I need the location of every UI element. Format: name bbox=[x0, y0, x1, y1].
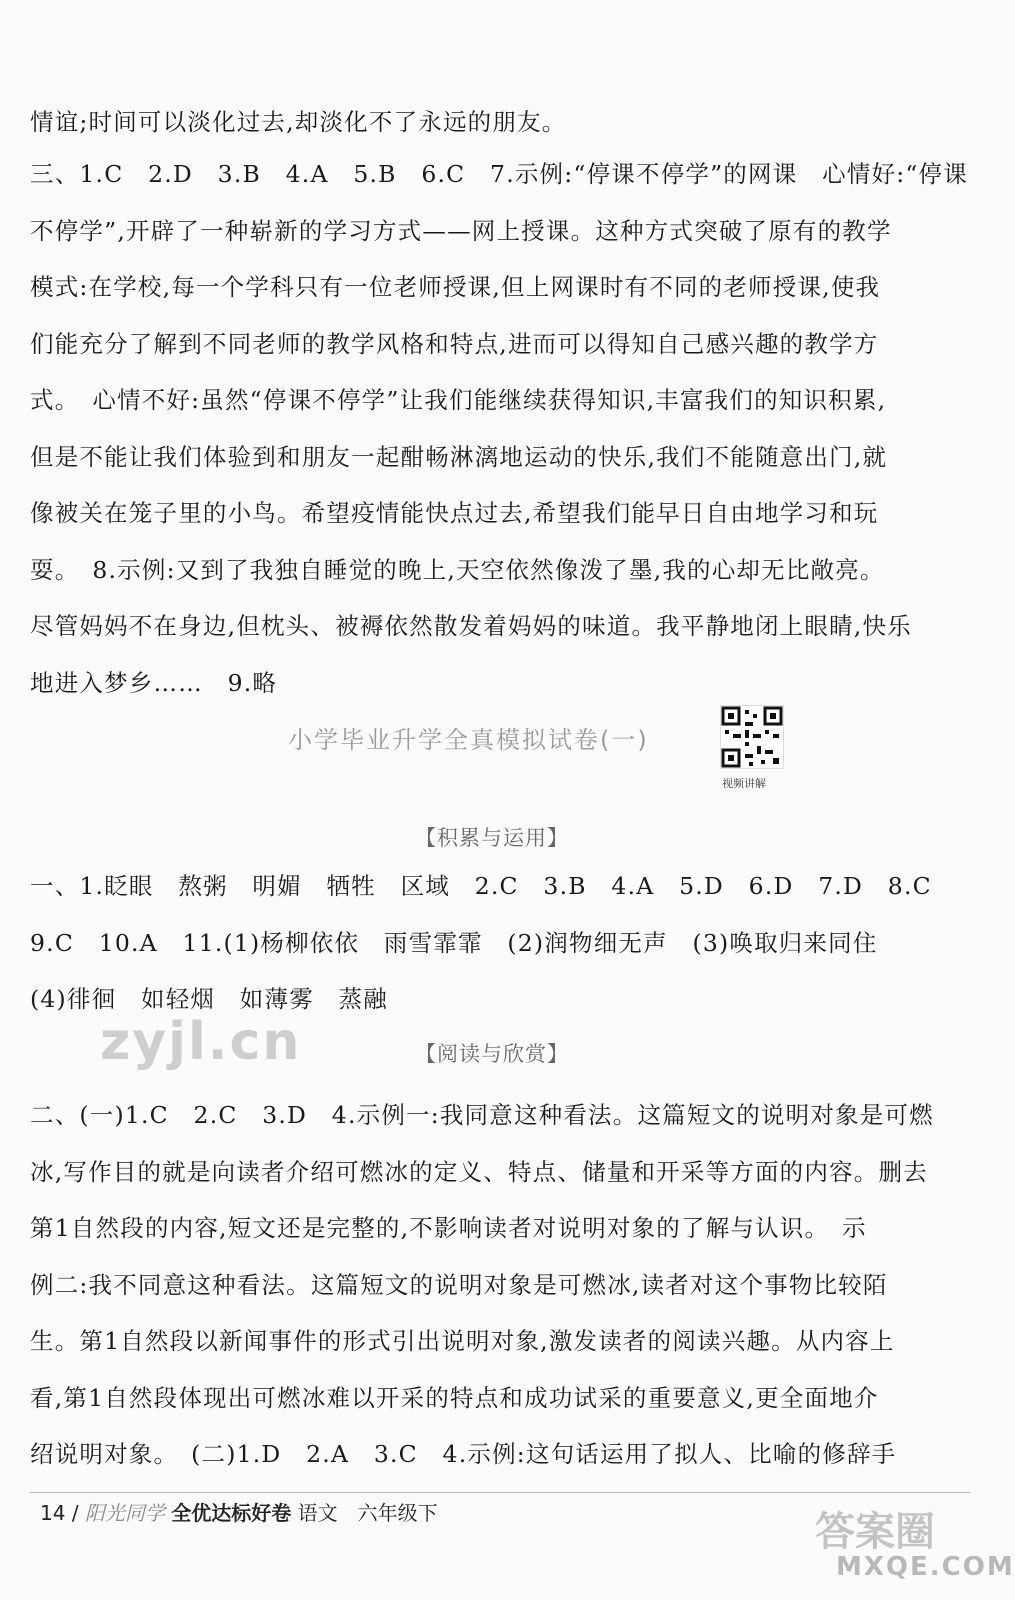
text-line: 式。 心情不好:虽然“停课不停学”让我们能继续获得知识,丰富我们的知识积累, bbox=[30, 386, 887, 414]
text-line: 绍说明对象。 (二)1.D 2.A 3.C 4.示例:这句话运用了拟人、比喻的修辞手 bbox=[30, 1440, 897, 1468]
footer-brand: 阳光同学 bbox=[84, 1501, 165, 1525]
text-line: 尽管妈妈不在身边,但枕头、被褥依然散发着妈妈的味道。我平静地闭上眼睛,快乐 bbox=[30, 612, 912, 640]
text-line: 们能充分了解到不同老师的教学风格和特点,进而可以得知自己感兴趣的教学方 bbox=[30, 329, 879, 358]
page-number: 14 bbox=[40, 1501, 66, 1525]
text-line: 例二:我不同意这种看法。这篇短文的说明对象是可燃冰,读者对这个事物比较陌 bbox=[30, 1270, 888, 1299]
corner-logo: 答案圈 bbox=[815, 1509, 935, 1555]
text-line: 看,第1自然段体现出可燃冰难以开采的特点和成功试采的重要意义,更全面地介 bbox=[30, 1383, 879, 1412]
footer-subject: 语文 六年级下 bbox=[297, 1501, 438, 1525]
text-line: (4)徘徊 如轻烟 如薄雾 蒸融 bbox=[30, 985, 388, 1013]
text-line: 第1自然段的内容,短文还是完整的,不影响读者对说明对象的了解与认识。 示 bbox=[30, 1214, 867, 1242]
section-title-reading: 【阅读与欣赏】 bbox=[415, 1042, 569, 1066]
qr-label: 视频讲解 bbox=[722, 777, 766, 790]
text-line: 但是不能让我们体验到和朋友一起酣畅淋漓地运动的快乐,我们不能随意出门,就 bbox=[30, 442, 888, 471]
page-footer bbox=[40, 1497, 438, 1526]
text-line: 地进入梦乡…… 9.略 bbox=[30, 668, 278, 697]
exam-title: 小学毕业升学全真模拟试卷(一) bbox=[288, 726, 649, 754]
footer-divider bbox=[30, 1492, 970, 1493]
text-line: 耍。 8.示例:又到了我独自睡觉的晚上,天空依然像泼了墨,我的心却无比敞亮。 bbox=[30, 555, 885, 584]
text-line: 像被关在笼子里的小鸟。希望疫情能快点过去,希望我们能早日自由地学习和玩 bbox=[30, 499, 879, 527]
text-line: 情谊;时间可以淡化过去,却淡化不了永远的朋友。 bbox=[30, 108, 567, 136]
text-line: 一、1.眨眼 熬粥 明媚 牺牲 区域 2.C 3.B 4.A 5.D 6.D 7.D 8.C bbox=[30, 872, 932, 900]
corner-watermark: MXQE.COM bbox=[836, 1552, 1015, 1582]
text-line: 模式:在学校,每一个学科只有一位老师授课,但上网课时有不同的老师授课,使我 bbox=[30, 273, 881, 301]
section-3-answers bbox=[30, 146, 968, 711]
text-line: 二、(一)1.C 2.C 3.D 4.示例一:我同意这种看法。这篇短文的说明对象是可燃 bbox=[30, 1101, 934, 1129]
section-title-accumulation: 【积累与运用】 bbox=[415, 826, 569, 850]
footer-book-title: 全优达标好卷 bbox=[171, 1501, 292, 1525]
text-line: 生。第1自然段以新闻事件的形式引出说明对象,激发读者的阅读兴趣。从内容上 bbox=[30, 1327, 895, 1355]
footer-slash: / bbox=[71, 1501, 79, 1525]
text-line: 三、1.C 2.D 3.B 4.A 5.B 6.C 7.示例:“停课不停学”的网课 心情好:“停课 bbox=[30, 160, 968, 188]
qr-code-icon[interactable] bbox=[720, 705, 784, 769]
text-line: 冰,写作目的就是向读者介绍可燃冰的定义、特点、储量和开采等方面的内容。删去 bbox=[30, 1157, 928, 1186]
text-line: 不停学”,开辟了一种崭新的学习方式——网上授课。这种方式突破了原有的教学 bbox=[30, 216, 892, 245]
text-line: 9.C 10.A 11.(1)杨柳依依 雨雪霏霏 (2)润物细无声 (3)唤取归来同住 bbox=[30, 928, 878, 957]
watermark: zyjl.cn bbox=[100, 1012, 302, 1072]
